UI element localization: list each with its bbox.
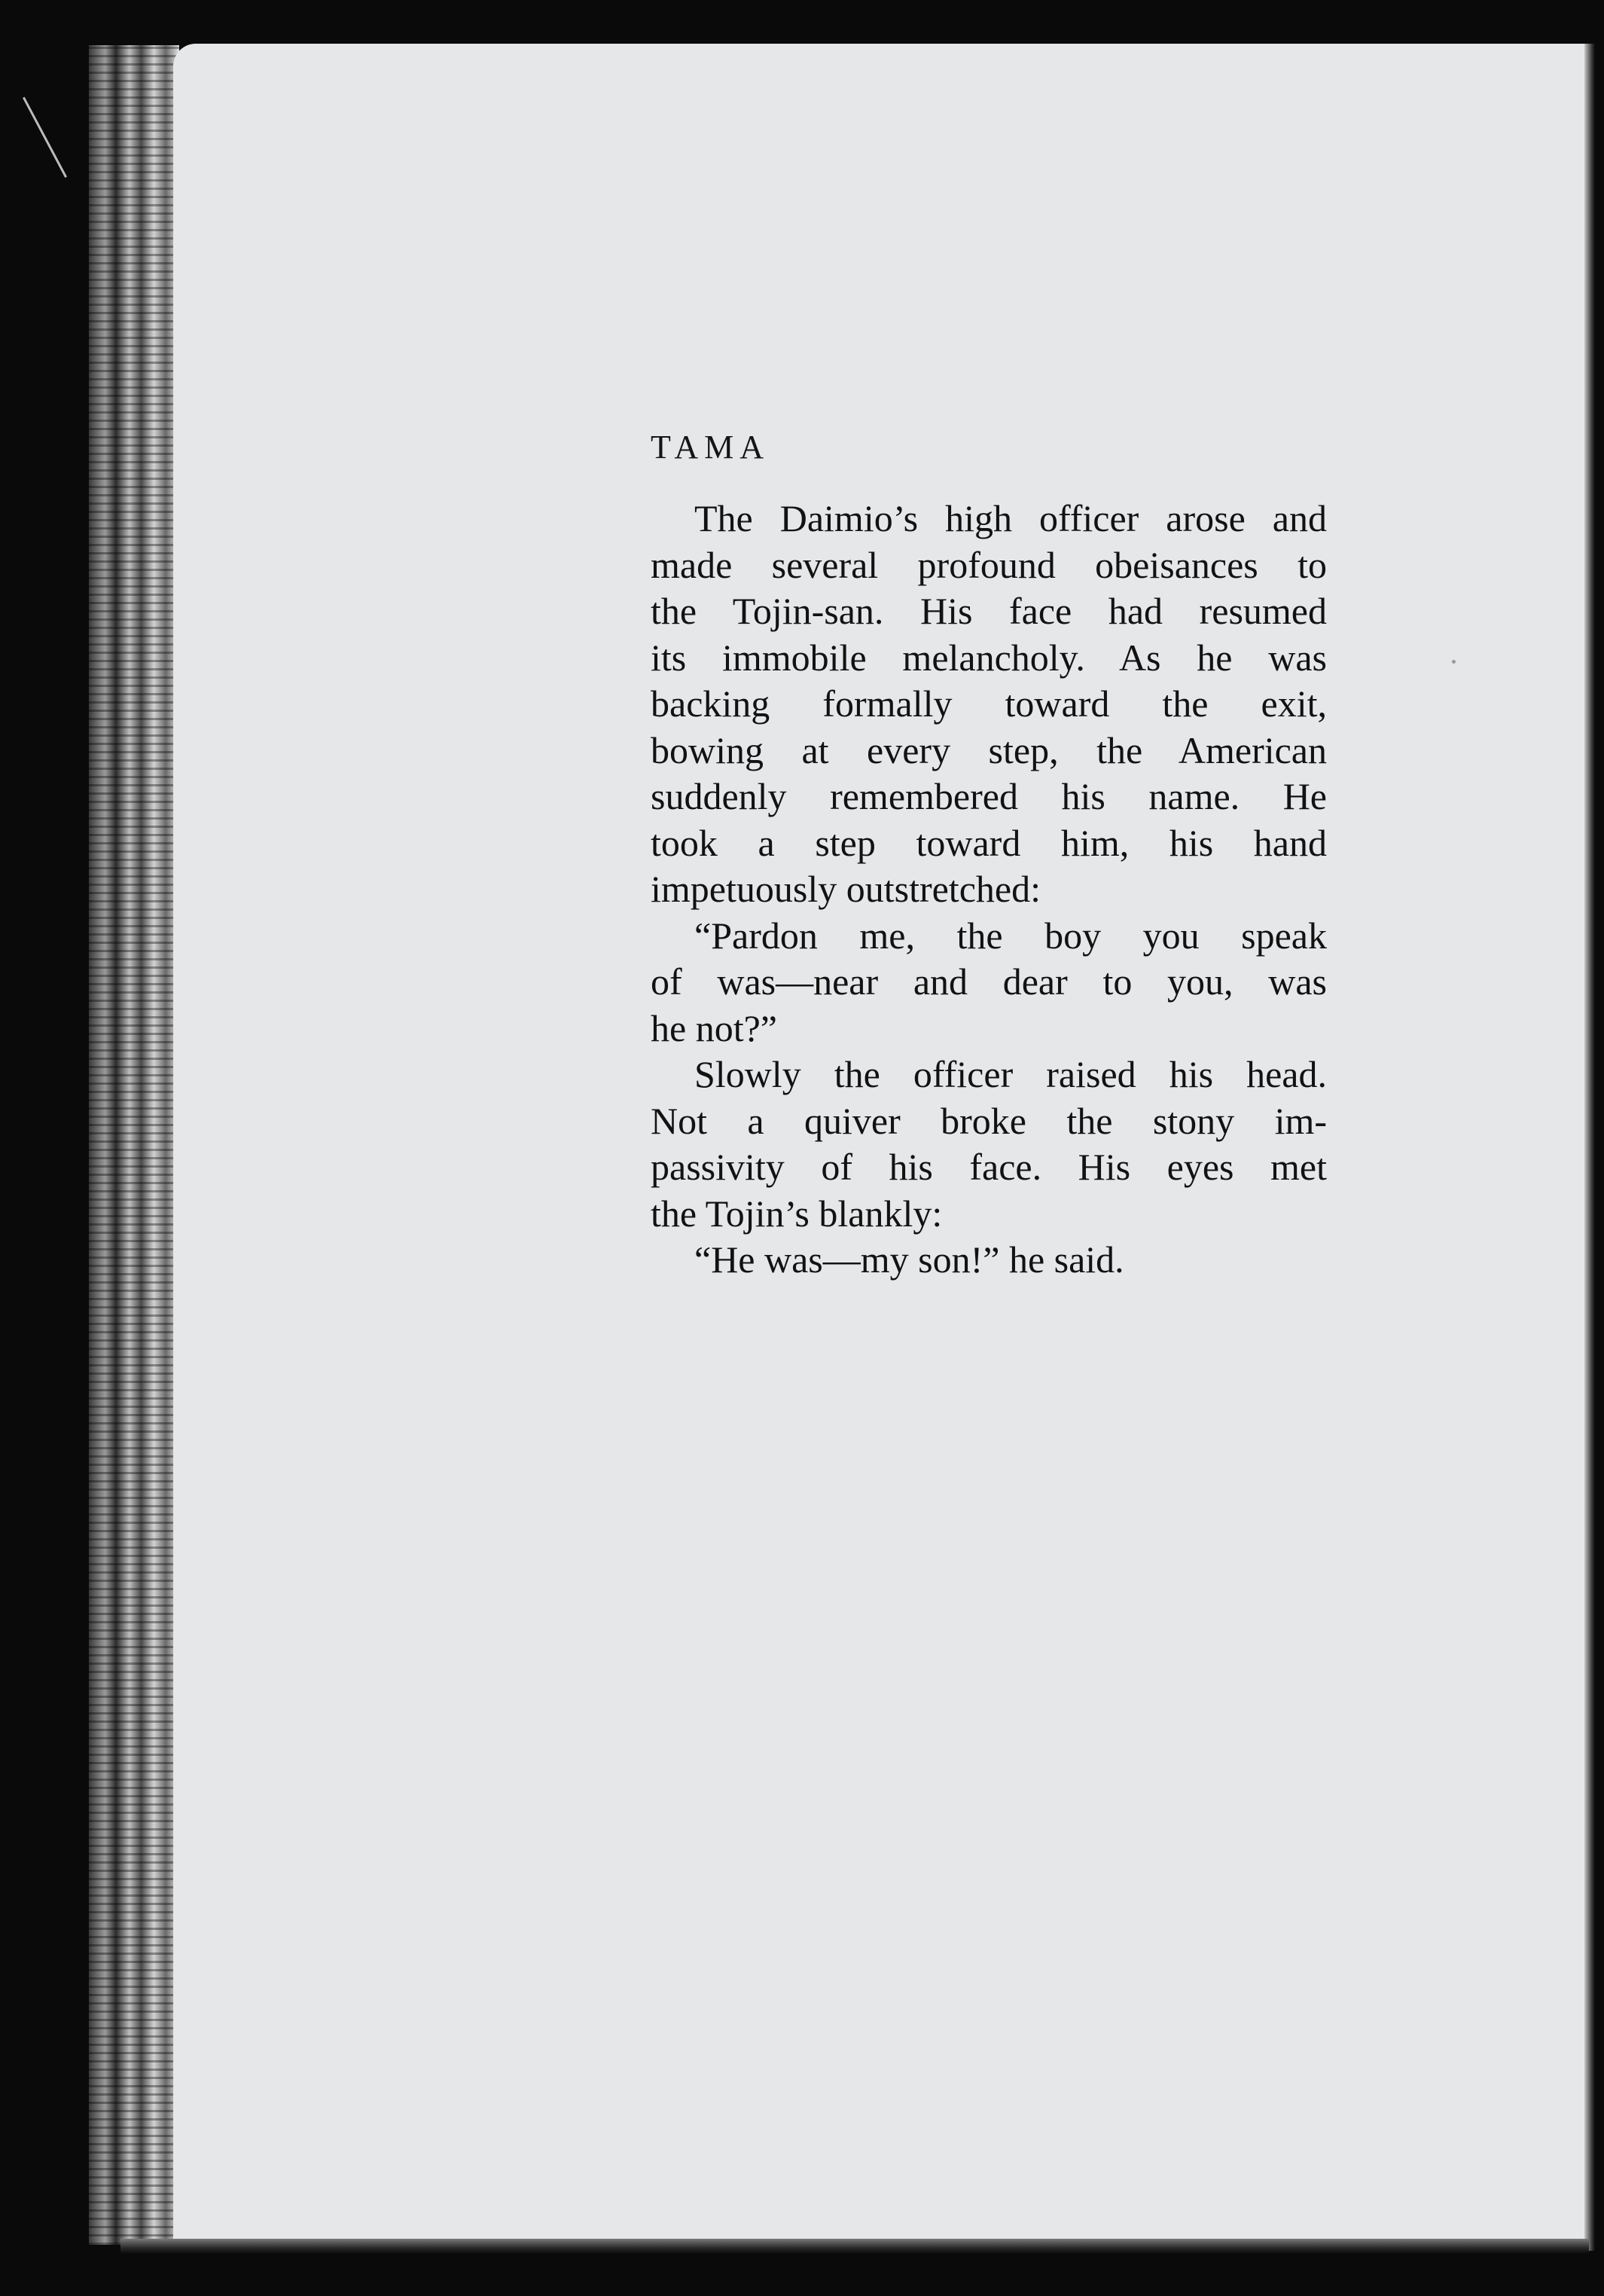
text-line: the Tojin’s blankly: xyxy=(651,1192,943,1235)
scan-scratch-mark xyxy=(23,97,67,178)
text-line: took a step toward him, his hand xyxy=(651,821,1327,864)
body-text xyxy=(651,496,1327,1284)
text-line: backing formally toward the exit, xyxy=(651,682,1327,725)
text-line: Slowly the officer raised his head. xyxy=(694,1053,1327,1095)
text-line: “Pardon me, the boy you speak xyxy=(694,914,1327,957)
text-line: Not a quiver broke the stony im- xyxy=(651,1099,1327,1142)
text-line: The Daimio’s high officer arose and xyxy=(694,497,1327,539)
text-line: of was—near and dear to you, was xyxy=(651,960,1327,1003)
paper-speck xyxy=(1452,660,1456,664)
text-line: suddenly remembered his name. He xyxy=(651,775,1327,817)
text-line: impetuously outstretched: xyxy=(651,868,1041,910)
running-head: TAMA xyxy=(651,429,770,466)
text-line: bowing at every step, the American xyxy=(651,728,1327,771)
text-line: he not?” xyxy=(651,1006,777,1049)
page-bottom-edge xyxy=(120,2239,1589,2254)
book-binding-gutter xyxy=(89,45,179,2245)
text-line: the Tojin-san. His face had resumed xyxy=(651,590,1327,632)
text-line: its immobile melancholy. As he was xyxy=(651,636,1327,679)
text-line: passivity of his face. His eyes met xyxy=(651,1146,1327,1188)
text-line: “He was—my son!” he said. xyxy=(694,1238,1124,1281)
page-right-edge xyxy=(1584,44,1595,2251)
text-line: made several profound obeisances to xyxy=(651,543,1327,586)
